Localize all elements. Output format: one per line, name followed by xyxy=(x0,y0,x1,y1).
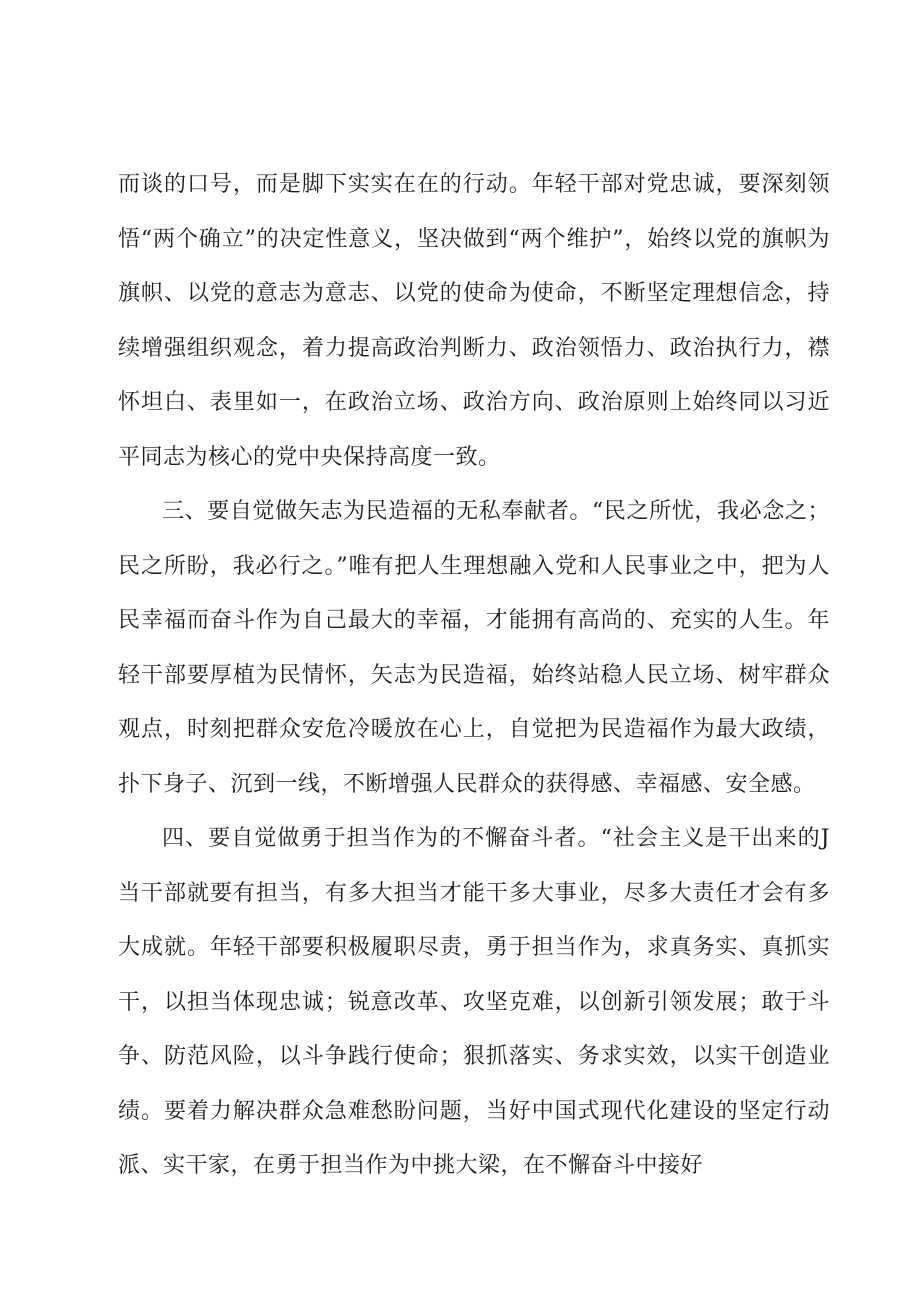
section-heading: 三、要自觉做矢志为民造福的无私奉献者。 xyxy=(162,499,592,524)
body-text xyxy=(118,158,830,1194)
paragraph-section-four xyxy=(118,812,830,1194)
paragraph-continuation xyxy=(118,158,830,485)
paragraph-text: 而谈的口号，而是脚下实实在在的行动。年轻干部对党忠诚，要深刻领悟“两个确立”的决定性意义，坚决做到“两个维护”，始终以党的旗帜为旗帜、以党的意志为意志、以党的使命为使命，不断坚定理想信念，持续增强组织观念，着力提高政治判断力、政治领悟力、政治执行力，襟怀坦白、表里如一，在政治立场、政治方向、政治原则上始终同以习近平同志为核心的党中央保持高度一致。 xyxy=(118,172,830,470)
paragraph-text: “社会主义是干出来的J当干部就要有担当，有多大担当才能干多大事业，尽多大责任才会有多大成就。年轻干部要积极履职尽责，勇于担当作为，求真务实、真抓实干，以担当体现忠诚；锐意改革、攻坚克难，以创新引领发展；敢于斗争、防范风险，以斗争践行使命；狠抓落实、务求实效，以实干创造业绩。要着力解决群众急难愁盼问题，当好中国式现代化建设的坚定行动派、实干家，在勇于担当作为中挑大梁，在不懈奋斗中接好 xyxy=(118,826,830,1178)
paragraph-text: “民之所忧，我必念之；民之所盼，我必行之。”唯有把人生理想融入党和人民事业之中，把为人民幸福而奋斗作为自己最大的幸福，才能拥有高尚的、充实的人生。年轻干部要厚植为民情怀，矢志为民造福，始终站稳人民立场、树牢群众观点，时刻把群众安危冷暖放在心上，自觉把为民造福作为最大政绩，扑下身子、沉到一线，不断增强人民群众的获得感、幸福感、安全感。 xyxy=(118,499,830,797)
section-heading: 四、要自觉做勇于担当作为的不懈奋斗者。 xyxy=(162,826,601,851)
paragraph-section-three xyxy=(118,485,830,812)
